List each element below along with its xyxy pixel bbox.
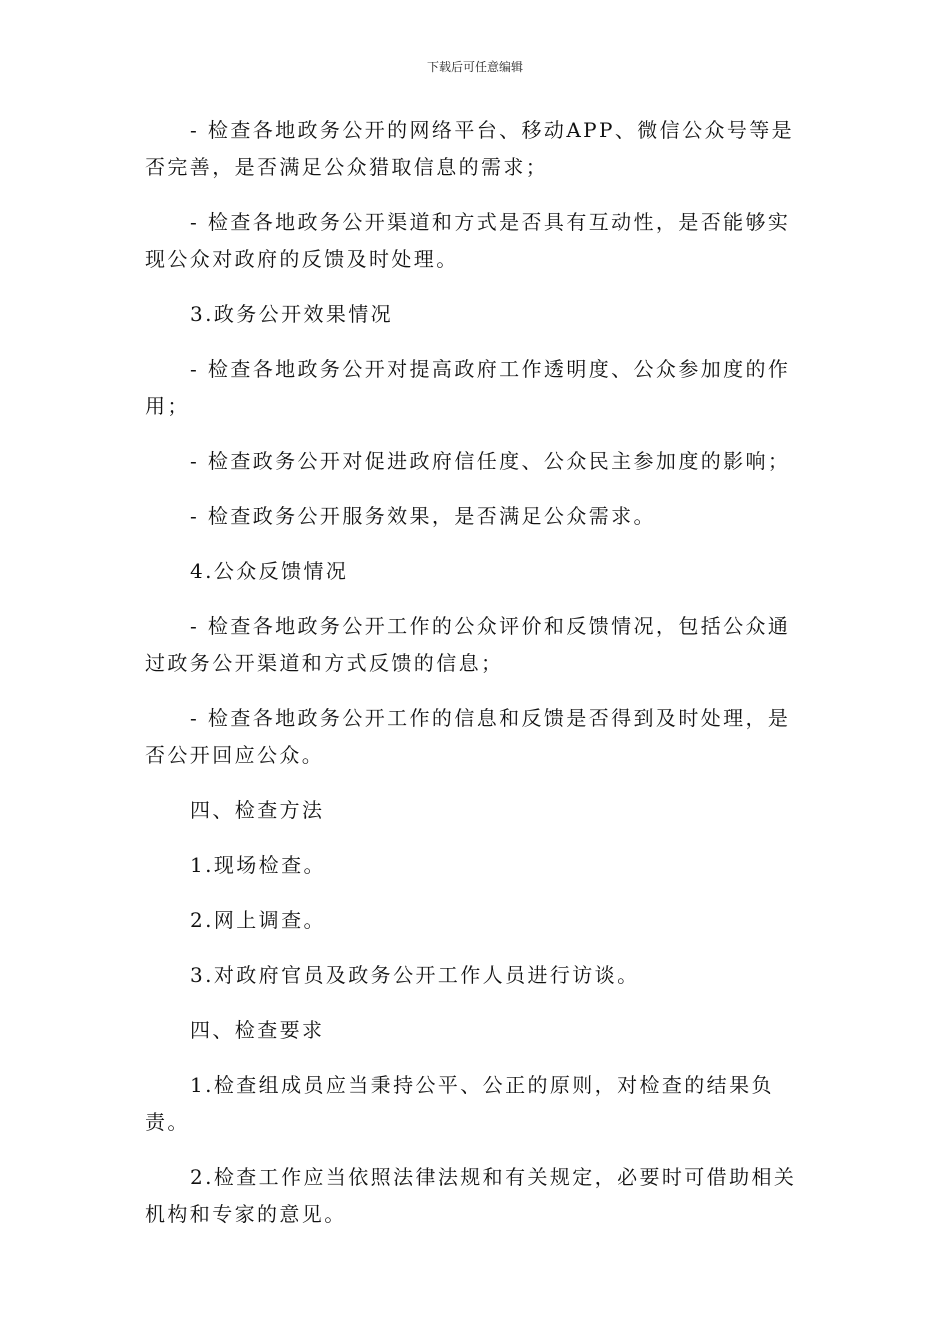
text-line: - 检查各地政务公开的网络平台、移动APP、微信公众号等是 [190,118,795,142]
text-line: 4.公众反馈情况 [190,559,349,583]
text-line: 机构和专家的意见。 [145,1202,347,1226]
paragraph [145,351,810,425]
text-line: 否公开回应公众。 [145,743,325,767]
text-line: 3.政务公开效果情况 [190,302,394,326]
document-body [145,112,810,1251]
text-line: - 检查各地政务公开工作的公众评价和反馈情况，包括公众通 [190,614,791,638]
paragraph [145,1012,810,1049]
page-header: 下载后可任意编辑 [426,60,523,74]
paragraph [145,553,810,590]
text-line: - 检查政务公开服务效果，是否满足公众需求。 [190,504,656,528]
paragraph [145,847,810,884]
text-line: 3.对政府官员及政务公开工作人员进行访谈。 [190,963,640,987]
text-line: - 检查各地政务公开工作的信息和反馈是否得到及时处理，是 [190,706,791,730]
paragraph [145,700,810,774]
text-line: 1.现场检查。 [190,853,326,877]
text-line: 2.网上调查。 [190,908,326,932]
text-line: 四、检查要求 [190,1018,325,1042]
text-line: 1.检查组成员应当秉持公平、公正的原则，对检查的结果负责。 [145,1073,774,1134]
text-line: 2.检查工作应当依照法律法规和有关规定，必要时可借助相关 [190,1165,797,1189]
paragraph [145,443,810,480]
text-line: 用； [145,394,190,418]
paragraph [145,112,810,186]
text-line: 现公众对政府的反馈及时处理。 [145,247,459,271]
text-line: - 检查各地政务公开对提高政府工作透明度、公众参加度的作 [190,357,791,381]
text-line: 过政务公开渠道和方式反馈的信息； [145,651,504,675]
paragraph [145,792,810,829]
paragraph [145,498,810,535]
text-line: - 检查政务公开对促进政府信任度、公众民主参加度的影响； [190,449,791,473]
paragraph [145,957,810,994]
paragraph [145,204,810,278]
paragraph [145,296,810,333]
paragraph [145,1067,810,1141]
text-line: 否完善，是否满足公众猎取信息的需求； [145,155,549,179]
text-line: - 检查各地政务公开渠道和方式是否具有互动性，是否能够实 [190,210,791,234]
paragraph [145,902,810,939]
paragraph [145,1159,810,1233]
text-line: 四、检查方法 [190,798,325,822]
paragraph [145,608,810,682]
